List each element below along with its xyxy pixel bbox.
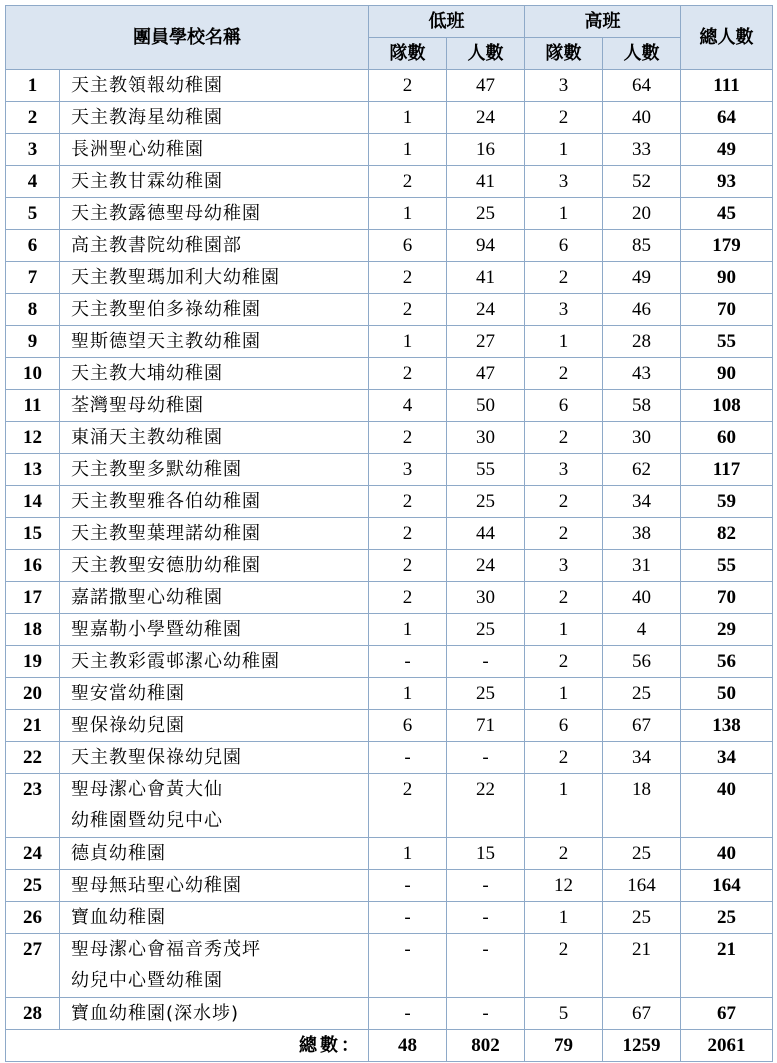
table-row	[6, 390, 773, 422]
high-people-cell: 46	[603, 294, 681, 326]
high-people-cell: 33	[603, 134, 681, 166]
low-teams-cell: 1	[369, 102, 447, 134]
low-teams-cell: 4	[369, 390, 447, 422]
low-people-cell: 50	[447, 390, 525, 422]
school-name	[60, 454, 369, 486]
table-row	[6, 294, 773, 326]
low-teams-cell: 2	[369, 358, 447, 390]
low-people-cell: 24	[447, 550, 525, 582]
table-row	[6, 422, 773, 454]
table-row	[6, 838, 773, 870]
total-cell: 111	[681, 70, 773, 102]
row-number: 9	[6, 326, 60, 358]
table-row	[6, 998, 773, 1030]
high-teams-cell: 1	[525, 326, 603, 358]
high-teams-cell: 6	[525, 710, 603, 742]
school-name	[60, 838, 369, 870]
high-teams-cell: 3	[525, 454, 603, 486]
row-number: 19	[6, 646, 60, 678]
school-name-line: 天主教大埔幼稚園	[71, 363, 223, 384]
low-people-cell: 41	[447, 166, 525, 198]
high-people-cell: 28	[603, 326, 681, 358]
total-cell: 34	[681, 742, 773, 774]
table-header	[6, 6, 773, 70]
summary-total: 2061	[681, 1030, 773, 1062]
high-teams-cell: 2	[525, 582, 603, 614]
high-people-cell: 58	[603, 390, 681, 422]
total-cell: 93	[681, 166, 773, 198]
high-teams-cell: 2	[525, 518, 603, 550]
table-row	[6, 870, 773, 902]
high-people-cell: 67	[603, 710, 681, 742]
high-people-cell: 31	[603, 550, 681, 582]
low-people-cell: 25	[447, 198, 525, 230]
school-name	[60, 710, 369, 742]
school-name-line: 嘉諾撒聖心幼稚園	[71, 587, 223, 608]
school-name-line: 聖母潔心會福音秀茂坪	[71, 939, 261, 960]
high-people-cell: 62	[603, 454, 681, 486]
low-teams-cell: 6	[369, 710, 447, 742]
row-number: 20	[6, 678, 60, 710]
row-number: 23	[6, 774, 60, 838]
low-people-cell: 41	[447, 262, 525, 294]
low-people-cell: 55	[447, 454, 525, 486]
low-teams-cell: -	[369, 646, 447, 678]
table-row	[6, 198, 773, 230]
low-people-cell: 47	[447, 358, 525, 390]
school-name	[60, 742, 369, 774]
high-teams-cell: 2	[525, 422, 603, 454]
low-people-cell: 44	[447, 518, 525, 550]
school-name	[60, 230, 369, 262]
row-number: 3	[6, 134, 60, 166]
school-name-line: 天主教聖保祿幼兒園	[71, 747, 242, 768]
low-people-cell: -	[447, 902, 525, 934]
low-teams-cell: 2	[369, 550, 447, 582]
table-row	[6, 166, 773, 198]
low-teams-cell: 2	[369, 518, 447, 550]
row-number: 7	[6, 262, 60, 294]
low-teams-cell: 1	[369, 838, 447, 870]
school-name	[60, 550, 369, 582]
row-number: 25	[6, 870, 60, 902]
row-number: 4	[6, 166, 60, 198]
low-teams-cell: -	[369, 934, 447, 998]
low-people-cell: 71	[447, 710, 525, 742]
row-number: 17	[6, 582, 60, 614]
total-cell: 59	[681, 486, 773, 518]
high-people-cell: 85	[603, 230, 681, 262]
low-people-cell: 15	[447, 838, 525, 870]
high-people-cell: 30	[603, 422, 681, 454]
low-people-cell: 22	[447, 774, 525, 838]
row-number: 5	[6, 198, 60, 230]
school-table	[5, 5, 773, 1062]
table-row	[6, 934, 773, 998]
header-high-teams: 隊數	[525, 38, 603, 70]
school-name	[60, 486, 369, 518]
low-people-cell: 25	[447, 614, 525, 646]
total-cell: 64	[681, 102, 773, 134]
row-number: 26	[6, 902, 60, 934]
low-teams-cell: 1	[369, 198, 447, 230]
high-people-cell: 67	[603, 998, 681, 1030]
summary-label: 總數：	[6, 1030, 369, 1062]
total-cell: 56	[681, 646, 773, 678]
high-teams-cell: 2	[525, 934, 603, 998]
table-row	[6, 262, 773, 294]
row-number: 27	[6, 934, 60, 998]
high-teams-cell: 1	[525, 198, 603, 230]
low-people-cell: 25	[447, 678, 525, 710]
school-name	[60, 262, 369, 294]
summary-low-people: 802	[447, 1030, 525, 1062]
school-name	[60, 998, 369, 1030]
school-name-line: 天主教聖雅各伯幼稚園	[71, 491, 261, 512]
high-teams-cell: 3	[525, 70, 603, 102]
table-body	[6, 70, 773, 1030]
low-people-cell: 47	[447, 70, 525, 102]
low-people-cell: 30	[447, 422, 525, 454]
table-row	[6, 230, 773, 262]
low-people-cell: 27	[447, 326, 525, 358]
school-name	[60, 358, 369, 390]
school-name	[60, 134, 369, 166]
low-teams-cell: 2	[369, 166, 447, 198]
low-people-cell: -	[447, 934, 525, 998]
total-cell: 29	[681, 614, 773, 646]
high-people-cell: 40	[603, 582, 681, 614]
row-number: 6	[6, 230, 60, 262]
table-row	[6, 710, 773, 742]
high-teams-cell: 2	[525, 838, 603, 870]
summary-high-people: 1259	[603, 1030, 681, 1062]
school-name-line: 荃灣聖母幼稚園	[71, 395, 204, 416]
school-name	[60, 774, 369, 838]
row-number: 8	[6, 294, 60, 326]
high-people-cell: 38	[603, 518, 681, 550]
school-name-line: 聖安當幼稚園	[71, 683, 185, 704]
low-teams-cell: 2	[369, 486, 447, 518]
total-cell: 40	[681, 774, 773, 838]
school-name	[60, 934, 369, 998]
low-teams-cell: 2	[369, 582, 447, 614]
row-number: 1	[6, 70, 60, 102]
low-people-cell: 94	[447, 230, 525, 262]
total-cell: 90	[681, 358, 773, 390]
school-name	[60, 902, 369, 934]
high-people-cell: 164	[603, 870, 681, 902]
row-number: 16	[6, 550, 60, 582]
school-name-line: 天主教甘霖幼稚園	[71, 171, 223, 192]
school-name	[60, 102, 369, 134]
high-people-cell: 64	[603, 70, 681, 102]
high-people-cell: 20	[603, 198, 681, 230]
total-cell: 138	[681, 710, 773, 742]
high-teams-cell: 3	[525, 550, 603, 582]
total-cell: 40	[681, 838, 773, 870]
row-number: 24	[6, 838, 60, 870]
school-name-line: 天主教聖多默幼稚園	[71, 459, 242, 480]
school-name-line: 聖母潔心會黃大仙	[71, 779, 223, 800]
total-cell: 67	[681, 998, 773, 1030]
high-people-cell: 34	[603, 486, 681, 518]
low-teams-cell: 3	[369, 454, 447, 486]
school-name-line: 天主教聖瑪加利大幼稚園	[71, 267, 280, 288]
school-name	[60, 646, 369, 678]
header-school-name: 團員學校名稱	[6, 6, 369, 70]
total-cell: 90	[681, 262, 773, 294]
low-teams-cell: 2	[369, 294, 447, 326]
low-people-cell: 25	[447, 486, 525, 518]
row-number: 12	[6, 422, 60, 454]
table-row	[6, 678, 773, 710]
school-name-line: 德貞幼稚園	[71, 843, 166, 864]
total-cell: 70	[681, 582, 773, 614]
row-number: 10	[6, 358, 60, 390]
high-people-cell: 25	[603, 902, 681, 934]
high-people-cell: 21	[603, 934, 681, 998]
table-row	[6, 518, 773, 550]
high-teams-cell: 2	[525, 262, 603, 294]
low-people-cell: 16	[447, 134, 525, 166]
high-teams-cell: 12	[525, 870, 603, 902]
low-teams-cell: 2	[369, 262, 447, 294]
header-low-teams: 隊數	[369, 38, 447, 70]
header-total-people: 總人數	[681, 6, 773, 70]
school-name-line: 天主教領報幼稚園	[71, 75, 223, 96]
low-people-cell: -	[447, 742, 525, 774]
low-teams-cell: 2	[369, 422, 447, 454]
low-people-cell: -	[447, 870, 525, 902]
table-row	[6, 550, 773, 582]
total-cell: 55	[681, 550, 773, 582]
high-teams-cell: 6	[525, 230, 603, 262]
high-teams-cell: 3	[525, 294, 603, 326]
table-row	[6, 902, 773, 934]
school-name-line: 聖斯德望天主教幼稚園	[71, 331, 261, 352]
school-name	[60, 326, 369, 358]
high-people-cell: 43	[603, 358, 681, 390]
row-number: 14	[6, 486, 60, 518]
total-cell: 45	[681, 198, 773, 230]
school-name-line: 聖母無玷聖心幼稚園	[71, 875, 242, 896]
total-cell: 60	[681, 422, 773, 454]
school-name	[60, 582, 369, 614]
row-number: 15	[6, 518, 60, 550]
high-teams-cell: 3	[525, 166, 603, 198]
header-high-class: 高班	[525, 6, 681, 38]
low-teams-cell: 6	[369, 230, 447, 262]
low-teams-cell: -	[369, 902, 447, 934]
school-name-line: 寶血幼稚園	[71, 907, 166, 928]
total-cell: 164	[681, 870, 773, 902]
table-row	[6, 742, 773, 774]
high-people-cell: 49	[603, 262, 681, 294]
high-teams-cell: 1	[525, 614, 603, 646]
school-name-line: 長洲聖心幼稚園	[71, 139, 204, 160]
low-teams-cell: 1	[369, 326, 447, 358]
table-row	[6, 614, 773, 646]
high-people-cell: 25	[603, 678, 681, 710]
high-people-cell: 40	[603, 102, 681, 134]
high-teams-cell: 2	[525, 358, 603, 390]
header-low-people: 人數	[447, 38, 525, 70]
total-cell: 55	[681, 326, 773, 358]
row-number: 13	[6, 454, 60, 486]
high-people-cell: 25	[603, 838, 681, 870]
table-row	[6, 454, 773, 486]
high-teams-cell: 1	[525, 134, 603, 166]
high-people-cell: 52	[603, 166, 681, 198]
school-name-line: 東涌天主教幼稚園	[71, 427, 223, 448]
low-teams-cell: 2	[369, 774, 447, 838]
table-row	[6, 134, 773, 166]
low-people-cell: 24	[447, 294, 525, 326]
school-name	[60, 614, 369, 646]
school-name-line: 聖嘉勒小學暨幼稚園	[71, 619, 242, 640]
header-high-people: 人數	[603, 38, 681, 70]
high-teams-cell: 2	[525, 646, 603, 678]
low-teams-cell: 1	[369, 678, 447, 710]
total-cell: 50	[681, 678, 773, 710]
school-name-line: 天主教聖葉理諾幼稚園	[71, 523, 261, 544]
total-cell: 117	[681, 454, 773, 486]
school-name	[60, 870, 369, 902]
total-cell: 179	[681, 230, 773, 262]
low-people-cell: 24	[447, 102, 525, 134]
low-teams-cell: 1	[369, 614, 447, 646]
school-name	[60, 390, 369, 422]
low-teams-cell: -	[369, 742, 447, 774]
row-number: 2	[6, 102, 60, 134]
school-name-line: 天主教彩霞邨潔心幼稚園	[71, 651, 280, 672]
table-container	[5, 5, 773, 1062]
summary-row	[6, 1030, 773, 1062]
school-name	[60, 198, 369, 230]
row-number: 28	[6, 998, 60, 1030]
school-name-line: 天主教海星幼稚園	[71, 107, 223, 128]
school-name	[60, 70, 369, 102]
total-cell: 82	[681, 518, 773, 550]
high-teams-cell: 5	[525, 998, 603, 1030]
school-name-line: 天主教露德聖母幼稚園	[71, 203, 261, 224]
high-people-cell: 56	[603, 646, 681, 678]
summary-low-teams: 48	[369, 1030, 447, 1062]
high-teams-cell: 2	[525, 486, 603, 518]
table-footer	[6, 1030, 773, 1062]
high-teams-cell: 6	[525, 390, 603, 422]
low-people-cell: 30	[447, 582, 525, 614]
high-teams-cell: 2	[525, 742, 603, 774]
header-low-class: 低班	[369, 6, 525, 38]
high-people-cell: 18	[603, 774, 681, 838]
table-row	[6, 774, 773, 838]
school-name	[60, 294, 369, 326]
school-name-line: 高主教書院幼稚園部	[71, 235, 242, 256]
high-teams-cell: 1	[525, 774, 603, 838]
low-teams-cell: -	[369, 870, 447, 902]
school-name-line: 寶血幼稚園(深水埗)	[71, 1003, 240, 1024]
high-teams-cell: 1	[525, 902, 603, 934]
high-people-cell: 34	[603, 742, 681, 774]
school-name	[60, 678, 369, 710]
table-row	[6, 486, 773, 518]
high-people-cell: 4	[603, 614, 681, 646]
table-row	[6, 646, 773, 678]
school-name-line: 幼兒中心暨幼稚園	[71, 970, 223, 991]
school-name-line: 天主教聖安德肋幼稚園	[71, 555, 261, 576]
school-name-line: 幼稚園暨幼兒中心	[71, 810, 223, 831]
total-cell: 25	[681, 902, 773, 934]
low-teams-cell: 2	[369, 70, 447, 102]
summary-high-teams: 79	[525, 1030, 603, 1062]
table-row	[6, 102, 773, 134]
high-teams-cell: 1	[525, 678, 603, 710]
row-number: 22	[6, 742, 60, 774]
high-teams-cell: 2	[525, 102, 603, 134]
total-cell: 49	[681, 134, 773, 166]
row-number: 21	[6, 710, 60, 742]
low-teams-cell: -	[369, 998, 447, 1030]
table-row	[6, 326, 773, 358]
low-people-cell: -	[447, 646, 525, 678]
row-number: 11	[6, 390, 60, 422]
school-name-line: 聖保祿幼兒園	[71, 715, 185, 736]
school-name	[60, 166, 369, 198]
school-name-line: 天主教聖伯多祿幼稚園	[71, 299, 261, 320]
total-cell: 70	[681, 294, 773, 326]
row-number: 18	[6, 614, 60, 646]
low-teams-cell: 1	[369, 134, 447, 166]
table-row	[6, 582, 773, 614]
school-name	[60, 422, 369, 454]
total-cell: 108	[681, 390, 773, 422]
school-name	[60, 518, 369, 550]
table-row	[6, 358, 773, 390]
table-row	[6, 70, 773, 102]
low-people-cell: -	[447, 998, 525, 1030]
total-cell: 21	[681, 934, 773, 998]
